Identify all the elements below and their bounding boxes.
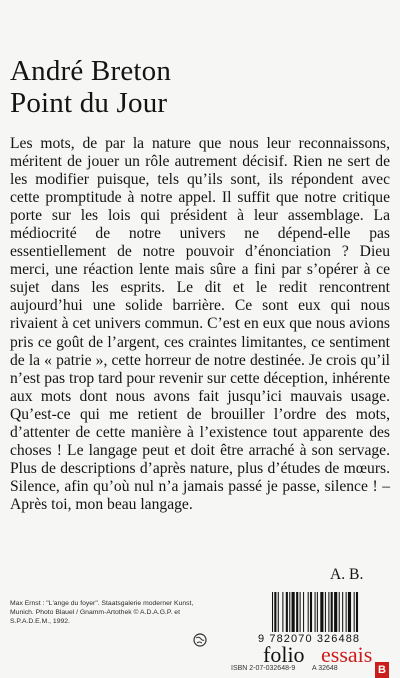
author-name: André Breton bbox=[10, 55, 172, 87]
series-badge: B bbox=[375, 662, 389, 678]
barcode-number: 9 782070 326488 bbox=[258, 633, 361, 645]
quote-paragraph: Les mots, de par la nature que nous leur reconnaissons, méritent de jouer un rôle autrement décisif. Rien ne sert de les modifier puisque, tels qu’ils sont, ils répondent avec cette promptitude à notre appel. Il suffit que notre critique porte sur les lois qui président à leur assemblage. La médiocrité de notre univers ne dépend-elle pas essentiellement de notre pouvoir d’énonciation ? Dieu merci, une réaction lente mais sûre a fini par s’opérer à ce sujet dans les esprits. Le dit et le redit rencontrent aujourd’hui une solide barrière. Ce sont eux qui nous rivaient à cet univers commun. C’est en eux que nous avions pris ce goût de l’argent, ces craintes limitantes, ce sentiment de la « patrie », cette horreur de notre destinée. Je crois qu’il n’est pas trop tard pour revenir sur cette déception, inhérente aux mots dont nous avons fait jusqu’ici mauvais usage. Qu’est-ce qui me retient de brouiller l’ordre des mots, d’attenter de cette manière à l’existence tout apparente des choses ! Le langage peut et doit être arraché à son servage. Plus de descriptions d’après nature, plus d’études de mœurs. Silence, afin qu’où nul n’a jamais passé je passe, silence ! – Après toi, mon beau langage. bbox=[10, 135, 390, 513]
barcode-bar bbox=[300, 592, 301, 632]
barcode-bar bbox=[356, 592, 358, 632]
globe-icon bbox=[193, 633, 207, 647]
barcode-bar bbox=[339, 592, 340, 632]
barcode-bar bbox=[325, 592, 326, 632]
barcode-bar bbox=[272, 592, 273, 632]
barcode-bar bbox=[303, 592, 304, 632]
barcode-bar bbox=[315, 592, 316, 632]
barcode-bar bbox=[278, 592, 279, 632]
barcode-bar bbox=[346, 592, 347, 632]
barcode-bar bbox=[310, 592, 312, 632]
barcode-bar bbox=[274, 592, 276, 632]
barcode bbox=[271, 592, 389, 632]
series-essais: essais bbox=[321, 642, 373, 667]
barcode-bar bbox=[334, 592, 337, 632]
barcode-bar bbox=[328, 592, 329, 632]
image-credit: Max Ernst : "L'ange du foyer". Staatsgalerie moderner Kunst, Munich. Photo Blauel / Gnamm-Artothek © A.D.A.G.P. et S.P.A.D.E.M., 1992. bbox=[10, 600, 194, 625]
barcode-bar bbox=[296, 592, 298, 632]
catalog-code: A 32648 bbox=[312, 665, 338, 672]
barcode-bar bbox=[331, 592, 333, 632]
isbn: ISBN 2-07-032648-9 bbox=[231, 665, 296, 672]
barcode-bar bbox=[286, 592, 288, 632]
barcode-bar bbox=[354, 592, 355, 632]
barcode-bar bbox=[289, 592, 290, 632]
barcode-bar bbox=[292, 592, 295, 632]
barcode-bar bbox=[308, 592, 309, 632]
barcode-bar bbox=[317, 592, 318, 632]
signature: A. B. bbox=[330, 566, 364, 583]
barcode-bar bbox=[348, 592, 351, 632]
back-cover-text bbox=[10, 135, 390, 514]
barcode-bar bbox=[320, 592, 323, 632]
book-title: Point du Jour bbox=[10, 87, 168, 119]
barcode-bar bbox=[342, 592, 343, 632]
barcode-bar bbox=[282, 592, 283, 632]
series-folio: folio bbox=[263, 642, 305, 667]
